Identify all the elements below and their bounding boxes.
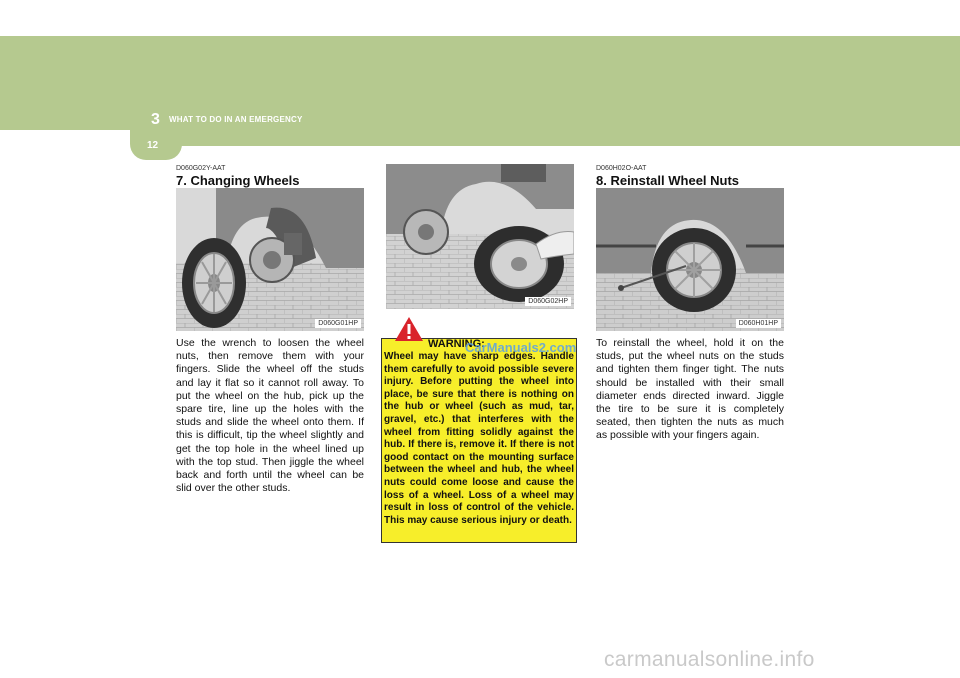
- chapter-title: WHAT TO DO IN AN EMERGENCY: [169, 115, 303, 124]
- page-number: 12: [147, 140, 159, 151]
- photo-changing-wheels: [176, 188, 364, 331]
- section-heading-reinstall-wheel-nuts: 8. Reinstall Wheel Nuts: [596, 173, 740, 188]
- image-code-middle: D060G02HP: [525, 297, 571, 306]
- photo-reinstall-wheel-nuts: [596, 188, 784, 331]
- warning-title: WARNING:: [428, 338, 485, 350]
- image-code-right: D060H01HP: [736, 319, 781, 328]
- watermark-carmanualsonline: carmanualsonline.info: [604, 648, 815, 671]
- section-code-right: D060H02O-AAT: [596, 165, 647, 172]
- body-text-reinstall-wheel-nuts: To reinstall the wheel, hold it on the studs, put the wheel nuts on the studs and tighten them finger tight. The nuts should be installed with their small diameter ends directed inward. Jiggle the tire to be sure it is completely seated, then tighten the nuts as much as possible with your fingers again.: [596, 337, 784, 442]
- exclamation-triangle-icon: [394, 316, 424, 347]
- watermark-carmanuals2: CarManuals2.com: [465, 340, 577, 355]
- chapter-number: 3: [151, 111, 160, 128]
- image-code-left: D060G01HP: [315, 319, 361, 328]
- section-heading-changing-wheels: 7. Changing Wheels: [176, 173, 300, 188]
- warning-text: Wheel may have sharp edges. Handle them carefully to avoid possible severe injury. Before putting the wheel into place, be sure that there is nothing on the hub or wheel (such as mud, tar, gravel, etc.) that interferes with the wheel from fitting solidly against the hub. If there is, remove it. If there is not good contact on the mounting surface between the wheel and hub, the wheel nuts could come loose and cause the loss of a wheel. Loss of a wheel may result in loss of control of the vehicle. This may cause serious injury or death.: [384, 351, 574, 526]
- body-text-changing-wheels: Use the wrench to loosen the wheel nuts, then remove them with your fingers. Slide the wheel off the studs and lay it flat so it cannot roll away. To put the wheel on the hub, pick up the spare tire, line up the holes with the studs and slide the wheel onto them. If this is difficult, tip the wheel slightly and get the top hole in the wheel lined up with the top stud. Then jiggle the wheel back and forth until the wheel can be slid over the other studs.: [176, 337, 364, 495]
- header-notch: [0, 130, 145, 152]
- photo-spare-tire: [386, 164, 574, 309]
- section-code-left: D060G02Y-AAT: [176, 165, 226, 172]
